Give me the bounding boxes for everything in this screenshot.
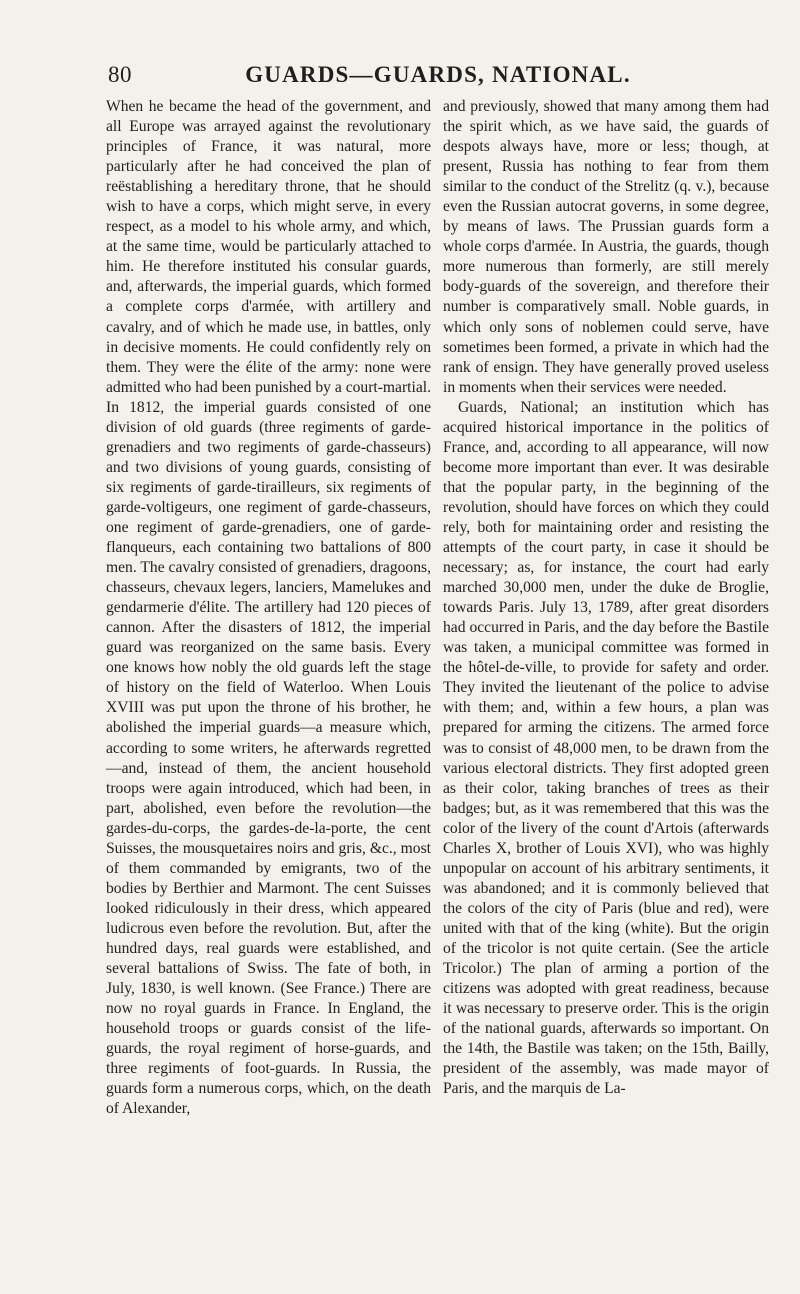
right-column-paragraph-1: and previously, showed that many among them had the spirit which, as we have said, the guards of despots always have, more or less; though, at present, Russia has nothing to fear from them similar to the conduct of the Strelitz (q. v.), because even the Russian autocrat governs, in some degree, by means of laws. The Prussian guards form a whole corps d'armée. In Austria, the guards, though more numerous than formerly, are still merely body-guards of the sovereign, and therefore their number is comparatively small. Noble guards, in which only sons of noblemen could serve, have sometimes been formed, a private in which had the rank of ensign. They have generally proved useless in moments when their services were needed. <box>443 98 769 396</box>
page-number: 80 <box>108 62 132 87</box>
left-column-text: When he became the head of the government, and all Europe was arrayed against the revolutionary principles of France, it was natural, more particularly after he had conceived the plan of reëstablishing a hereditary throne, that he should wish to have a corps, which might serve, in every respect, as a model to his whole army, and which, at the same time, would be particularly attached to him. He therefore instituted his consular guards, and, afterwards, the imperial guards, which formed a complete corps d'armée, with artillery and cavalry, and of which he made use, in battles, only in decisive moments. He could confidently rely on them. They were the élite of the army: none were admitted who had been punished by a court-martial. In 1812, the imperial guards consisted of one division of old guards (three regiments of garde-grenadiers and two regiments of garde-chasseurs) and two divisions of young guards, consisting of six regiments of garde-tirailleurs, six regiments of garde-voltigeurs, one regiment of garde-chasseurs, one regiment of garde-grenadiers, one of garde-flanqueurs, each containing two battalions of 800 men. The cavalry consisted of grenadiers, dragoons, chasseurs, chevaux legers, lanciers, Mamelukes and gendarmerie d'élite. The artillery had 120 pieces of cannon. After the disasters of 1812, the imperial guard was reorganized on the same basis. Every one knows how nobly the old guards left the stage of history on the field of Waterloo. When Louis XVIII was put upon the throne of his brother, he abolished the imperial guards—a measure which, according to some writers, he afterwards regretted—and, instead of them, the ancient household troops were again introduced, which had been, in part, abolished, even before the revolution—the gardes-du-corps, the gardes-de-la-porte, the cent Suisses, the mousquetaires noirs and gris, &c., most of them commanded by emigrants, two of the bodies by Berthier and Marmont. The cent Suisses looked ridiculously in their dress, which appeared ludicrous even before the revolution. But, after the hundred days, real guards were established, and several battalions of Swiss. The fate of both, in July, 1830, is well known. (See France.) There are now no royal guards in France. In England, the household troops or guards consist of the life-guards, the royal regiment of horse-guards, and three regiments of foot-guards. In Russia, the guards form a numerous corps, which, on the death of Alexander, <box>106 98 431 1118</box>
running-head: GUARDS—GUARDS, NATIONAL. <box>245 62 631 87</box>
page-header <box>108 62 768 92</box>
right-column-paragraph-2: Guards, National; an institution which has acquired historical importance in the politics of France, and, according to all appearance, will now become more important than ever. It was desirable that the popular party, in the beginning of the revolution, should have forces on which they could rely, both for maintaining order and resisting the attempts of the court party, in case it should be necessary; as, for instance, the court had early marched 30,000 men, under the duke de Broglie, towards Paris. July 13, 1789, after great disorders had occurred in Paris, and the day before the Bastile was taken, a municipal committee was formed in the hôtel-de-ville, to provide for safety and order. They invited the lieutenant of the police to advise with them; and, within a few hours, a plan was prepared for arming the citizens. The armed force was to consist of 48,000 men, to be drawn from the various electoral districts. They first adopted green as their color, taking branches of trees as their badges; but, as it was remembered that this was the color of the livery of the count d'Artois (afterwards Charles X, brother of Louis XVI), who was highly unpopular on account of his arbitrary sentiments, it was abandoned; and it is commonly believed that the colors of the city of Paris (blue and red), were united with that of the king (white). But the origin of the tricolor is not quite certain. (See the article Tricolor.) The plan of arming a portion of the citizens was adopted with great readiness, because it was necessary to preserve order. This is the origin of the national guards, afterwards so important. On the 14th, the Bastile was taken; on the 15th, Bailly, president of the assembly, was made mayor of Paris, and the marquis de La- <box>443 398 769 1098</box>
left-column <box>106 97 431 1119</box>
right-column <box>443 97 769 1099</box>
